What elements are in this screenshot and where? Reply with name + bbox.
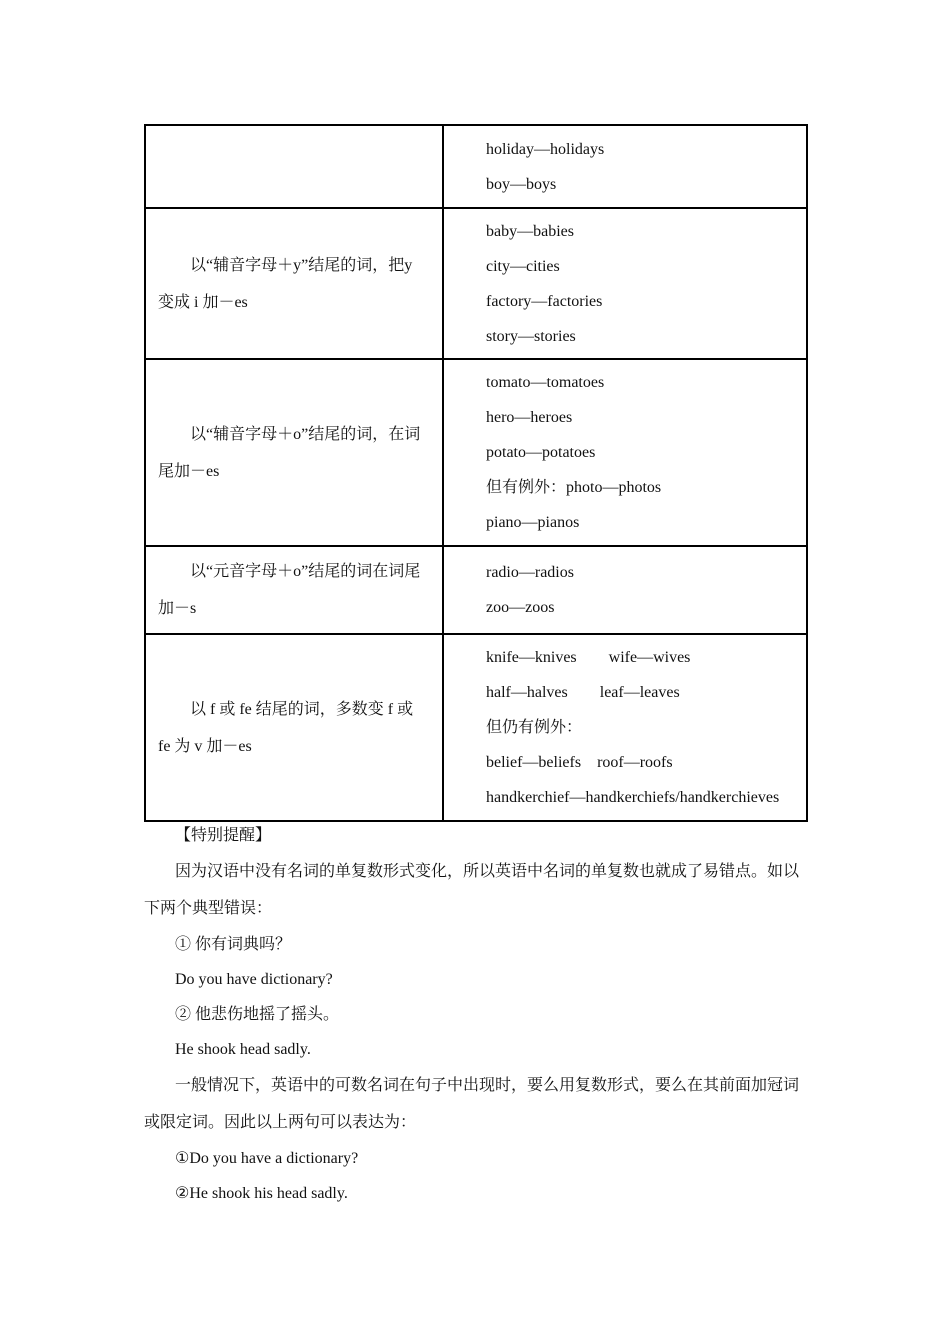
rule-cell <box>145 208 443 359</box>
table-row <box>145 634 807 821</box>
example-line: baby—babies <box>486 222 574 240</box>
error-example-cn: ② 他悲伤地摇了摇头。 <box>175 1006 340 1023</box>
example-line: city—cities <box>486 257 560 275</box>
table-row <box>145 208 807 359</box>
example-line: piano—pianos <box>486 514 580 531</box>
example-line: half—halves leaf—leaves <box>486 684 680 701</box>
example-line: story—stories <box>486 327 576 345</box>
rule-cell <box>145 546 443 634</box>
example-line: belief—beliefs roof—roofs <box>486 754 673 771</box>
example-line: hero—heroes <box>486 409 573 426</box>
corrected-example: ①Do you have a dictionary? <box>175 1150 359 1167</box>
rule-cell <box>145 125 443 208</box>
rule-text: 以 f 或 fe 结尾的词，多数变 f 或 fe 为 v 加－es <box>158 700 414 755</box>
table-row <box>145 359 807 546</box>
rule-text: 以“辅音字母＋y”结尾的词，把y变成 i 加－es <box>158 256 413 311</box>
example-line: factory—factories <box>486 292 603 310</box>
explanation-paragraph: 一般情况下，英语中的可数名词在句子中出现时，要么用复数形式，要么在其前面加冠词或限定词。因此以上两句可以表达为： <box>144 1077 800 1131</box>
example-line: radio—radios <box>486 564 574 581</box>
rule-text: 以“辅音字母＋o”结尾的词，在词尾加－es <box>158 425 421 480</box>
example-line: boy—boys <box>486 175 557 193</box>
example-line: holiday—holidays <box>486 140 605 158</box>
rule-cell <box>145 634 443 821</box>
table-row <box>145 125 807 208</box>
example-line: zoo—zoos <box>486 599 555 616</box>
plural-rules-table <box>144 124 808 822</box>
intro-paragraph: 因为汉语中没有名词的单复数形式变化，所以英语中名词的单复数也就成了易错点。如以下两个典型错误： <box>144 863 800 917</box>
rule-cell <box>145 359 443 546</box>
example-line: 但仍有例外： <box>486 719 583 736</box>
section-heading: 【特别提醒】 <box>175 827 272 844</box>
example-line: handkerchief—handkerchiefs/handkerchieves <box>486 789 780 806</box>
examples-cell <box>443 634 807 821</box>
error-example-en: Do you have dictionary? <box>175 971 333 988</box>
rule-text: 以“元音字母＋o”结尾的词在词尾加－s <box>158 563 421 617</box>
example-line: 但有例外：photo—photos <box>486 479 662 496</box>
example-line: tomato—tomatoes <box>486 374 605 391</box>
examples-cell <box>443 208 807 359</box>
corrected-example: ②He shook his head sadly. <box>175 1185 348 1202</box>
example-line: potato—potatoes <box>486 444 596 461</box>
example-line: knife—knives wife—wives <box>486 649 691 666</box>
examples-cell <box>443 125 807 208</box>
table-row <box>145 546 807 634</box>
examples-cell <box>443 359 807 546</box>
error-example-en: He shook head sadly. <box>175 1041 311 1058</box>
error-example-cn: ① 你有词典吗？ <box>175 936 292 953</box>
examples-cell <box>443 546 807 634</box>
special-reminder-section <box>144 818 808 1211</box>
